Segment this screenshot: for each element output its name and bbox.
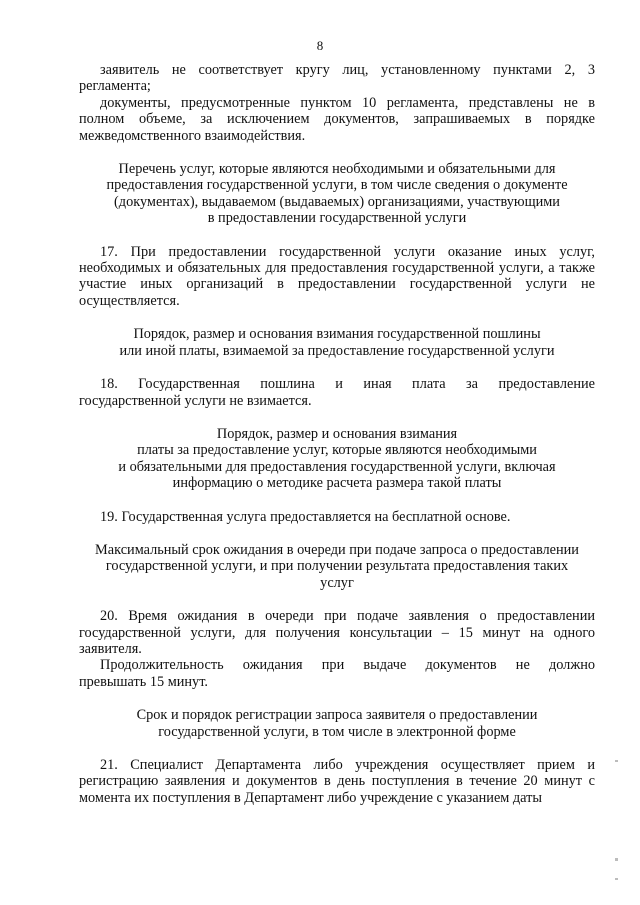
heading-registration-line1: Срок и порядок регистрации запроса заявителя о предоставлении bbox=[136, 707, 538, 724]
paragraph-18-line2: государственной услуги не взимается. bbox=[79, 392, 312, 409]
heading-fee-line1: Порядок, размер и основания взимания государственной пошлины bbox=[133, 326, 541, 343]
heading-waiting-line2: государственной услуги, и при получении результата предоставления таких bbox=[105, 558, 569, 575]
paragraph-19: 19. Государственная услуга предоставляется на бесплатной основе. bbox=[100, 508, 511, 525]
paragraph-20b-line1: Продолжительность ожидания при выдаче документов не должно bbox=[100, 657, 595, 674]
paragraph-21: 21. Специалист Департамента либо учреждения осуществляет прием и регистрацию заявления и документов в день поступления в течение 20 минут с момента их поступления в Департамент либо учреждение с указанием даты bbox=[79, 757, 595, 806]
heading-payment-line2: платы за предоставление услуг, которые являются необходимыми bbox=[137, 442, 537, 459]
scan-mark bbox=[615, 760, 618, 762]
heading-waiting-line3: услуг bbox=[320, 574, 354, 591]
heading-services-line4: в предоставлении государственной услуги bbox=[207, 210, 467, 227]
heading-services-line1: Перечень услуг, которые являются необходимыми и обязательными для bbox=[118, 161, 556, 178]
scan-mark bbox=[615, 858, 618, 861]
heading-services-line3: (документах), выдаваемом (выдаваемых) организациями, участвующими bbox=[114, 193, 560, 210]
heading-waiting-line1: Максимальный срок ожидания в очереди при подаче запроса о предоставлении bbox=[95, 541, 579, 558]
paragraph-20: 20. Время ожидания в очереди при подаче заявления о предоставлении государственной услуги, для получения консультации – 15 минут на одного заявителя. bbox=[79, 608, 595, 657]
scan-mark bbox=[615, 878, 618, 880]
heading-services-line2: предоставления государственной услуги, в том числе сведения о документе bbox=[106, 177, 568, 194]
heading-payment-line3: и обязательными для предоставления государственной услуги, включая bbox=[118, 458, 556, 475]
heading-payment-line1: Порядок, размер и основания взимания bbox=[216, 425, 458, 442]
heading-registration-line2: государственной услуги, в том числе в электронной форме bbox=[158, 723, 516, 740]
paragraph-18-line1: 18. Государственная пошлина и иная плата за предоставление bbox=[100, 376, 595, 393]
heading-fee-line2: или иной платы, взимаемой за предоставление государственной услуги bbox=[119, 342, 555, 359]
paragraph-continuation-line1: заявитель не соответствует кругу лиц, установленному пунктами 2, 3 bbox=[100, 62, 595, 78]
paragraph-continuation-line2: регламента; bbox=[79, 78, 151, 95]
page-number: 8 bbox=[316, 38, 324, 53]
paragraph-documents: документы, предусмотренные пунктом 10 регламента, представлены не в полном объеме, за исключением документов, запрашиваемых в порядке межведомственного взаимодействия. bbox=[79, 94, 595, 144]
paragraph-17: 17. При предоставлении государственной услуги оказание иных услуг, необходимых и обязательных для предоставления государственной услуги, а также участие иных организаций в предоставлении государственной услуги не осуществляется. bbox=[79, 243, 595, 309]
heading-payment-line4: информацию о методике расчета размера такой платы bbox=[172, 475, 502, 492]
paragraph-20b-line2: превышать 15 минут. bbox=[79, 673, 208, 690]
document-body bbox=[79, 62, 595, 806]
